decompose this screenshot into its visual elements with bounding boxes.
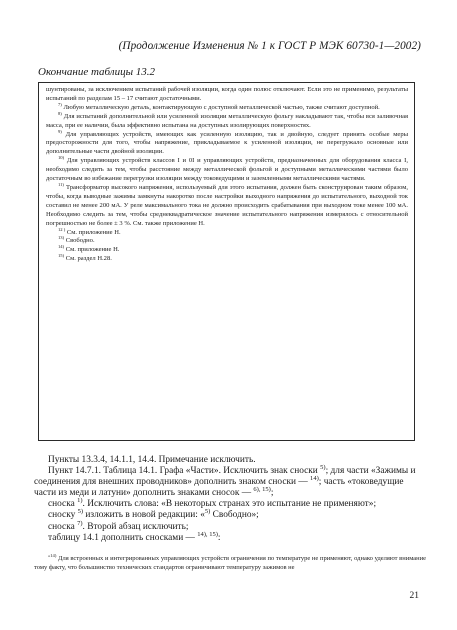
text: Свободно»; bbox=[210, 510, 259, 521]
amendment-line-1: Пункты 13.3.4, 14.1.1, 14.4. Примечание исключить. bbox=[48, 455, 256, 465]
footnote-text: См. приложение Н. bbox=[64, 246, 120, 254]
box-paragraph: шунтированы, за исключением испытаний рабочей изоляции, когда один полюс отключают. Если это не применимо, результаты испытаний по разделам 15 – 17 считают достаточными. bbox=[46, 86, 408, 102]
footnote-text: Свободно. bbox=[64, 237, 95, 245]
text: сноска bbox=[48, 499, 78, 510]
footnote-mark: 8) bbox=[58, 110, 62, 116]
footnote-text: Для управляющих устройств, имеющих как усиленную изоляцию, так и двойную, следует принять особые меры предосторожности для того, чтобы напряжение, прикладываемое к усиленной изоляции, не перегружало основные или дополнительные части двойной изоляции. bbox=[46, 130, 408, 156]
text: : bbox=[217, 532, 221, 543]
new-footnote-14 bbox=[34, 552, 426, 572]
table-footnote-14 bbox=[46, 246, 408, 255]
footnote-mark: 7) bbox=[58, 101, 62, 107]
footnote-mark: 10) bbox=[58, 155, 65, 161]
footnote-mark: 9) bbox=[58, 128, 62, 134]
footnote-mark: 5) bbox=[77, 508, 84, 516]
footnote-mark: 5) bbox=[320, 463, 326, 471]
table-footnote-10 bbox=[46, 157, 408, 184]
footnote-text: Для испытаний дополнительной или усиленной изоляции металлическую фольгу накладывают так, чтобы вся заливочная масса, при ее наличии, была эффективно испытана на доступных изолирующих поверхностях. bbox=[46, 112, 408, 129]
footnote-mark: 1) bbox=[77, 497, 83, 505]
amendment-line-4 bbox=[34, 510, 426, 521]
footnote-mark: 5) bbox=[204, 508, 211, 516]
footnote-text: См. раздел Н.28. bbox=[64, 255, 112, 263]
footnote-mark: «14) bbox=[48, 552, 57, 558]
footnote-mark: 12 ) bbox=[58, 226, 66, 232]
table-footnote-8 bbox=[46, 110, 408, 134]
footnote-mark: 15) bbox=[58, 253, 65, 259]
text: сноска bbox=[48, 521, 78, 532]
footnote-mark: 14) bbox=[310, 475, 319, 483]
footnote-text: См. приложение Н. bbox=[65, 228, 121, 236]
text: ; для части «Зажимы и соединения для внешних проводников» дополнить знаком сноски — bbox=[34, 466, 416, 488]
footnote-text: Трансформатор высокого напряжения, используемый для этого испытания, должен быть сконструирован таким образом, чтобы, когда выводные зажимы замкнуты накоротко после настройки выходного напряжения до испытательного, выходной ток составил не менее 200 мА. У реле максимального тока не должно происходить срабатывания при выходном токе менее 100 мА. Необходимо следить за тем, чтобы среднеквадратическое значение испытательного напряжения измерялось с относительной погрешностью не более ± 3 %. См. также приложение Н. bbox=[46, 183, 408, 227]
footnote-mark: 11) bbox=[58, 181, 64, 187]
text: ; bbox=[270, 488, 274, 499]
text: ; часть «токоведущие части из меди и латуни» дополнить знаками сносок — bbox=[34, 477, 404, 499]
footnote-paragraph bbox=[34, 552, 426, 572]
table-footnote-15 bbox=[46, 255, 408, 264]
amendment-line-2 bbox=[34, 463, 426, 499]
footnote-text: Для встроенных и интегрированных управляющих устройств ограничения по температуре не применяют, однако уделяют внимание тому факту, что большинство технических стандартов ограничивают температуру зажимов не bbox=[34, 555, 426, 571]
table-footnote-7 bbox=[46, 101, 408, 113]
footnote-mark: 6), 15) bbox=[253, 486, 271, 494]
text: изложить в новой редакции: « bbox=[83, 510, 205, 521]
table-footnote-13 bbox=[46, 237, 408, 246]
footnote-text: Для управляющих устройств классов I и 0I и управляющих устройств, предназначенных для оборудования класса I, необходимо следить за тем, чтобы расстояние между металлической фольгой и доступными металлическими частями было достаточным во избежание перегрузки изоляции между токоведущими и заземленными металлическими частями. bbox=[46, 157, 408, 183]
table-caption: Окончание таблицы 13.2 bbox=[38, 66, 156, 78]
text: таблицу 14.1 дополнить сносками — bbox=[48, 532, 198, 543]
table-footnote-9 bbox=[46, 128, 408, 161]
footnote-mark: 13) bbox=[58, 235, 65, 241]
amendment-body bbox=[34, 455, 426, 544]
footnote-mark: 14), 15) bbox=[197, 530, 218, 538]
amendment-line-3 bbox=[34, 499, 426, 510]
page-number: 21 bbox=[409, 591, 419, 601]
amendment-line-5 bbox=[34, 519, 426, 533]
footnote-mark: 7) bbox=[77, 519, 83, 527]
table-13-2-continuation bbox=[38, 82, 415, 441]
text: Пункт 14.7.1. Таблица 14.1. Графа «Части». Исключить знак сноски bbox=[48, 466, 321, 477]
text: сноску bbox=[48, 510, 78, 521]
amendment-line-6 bbox=[34, 530, 426, 544]
text: . Исключить слова: «В некоторых странах это испытание не применяют»; bbox=[82, 499, 377, 510]
running-header: (Продолжение Изменения № 1 к ГОСТ Р МЭК 60730-1—2002) bbox=[118, 40, 421, 52]
footnote-text: Любую металлическую деталь, контактирующую с доступной металлической частью, также считают доступной. bbox=[61, 103, 380, 111]
footnote-mark: 14) bbox=[58, 244, 65, 250]
text: . Второй абзац исключить; bbox=[82, 521, 189, 532]
